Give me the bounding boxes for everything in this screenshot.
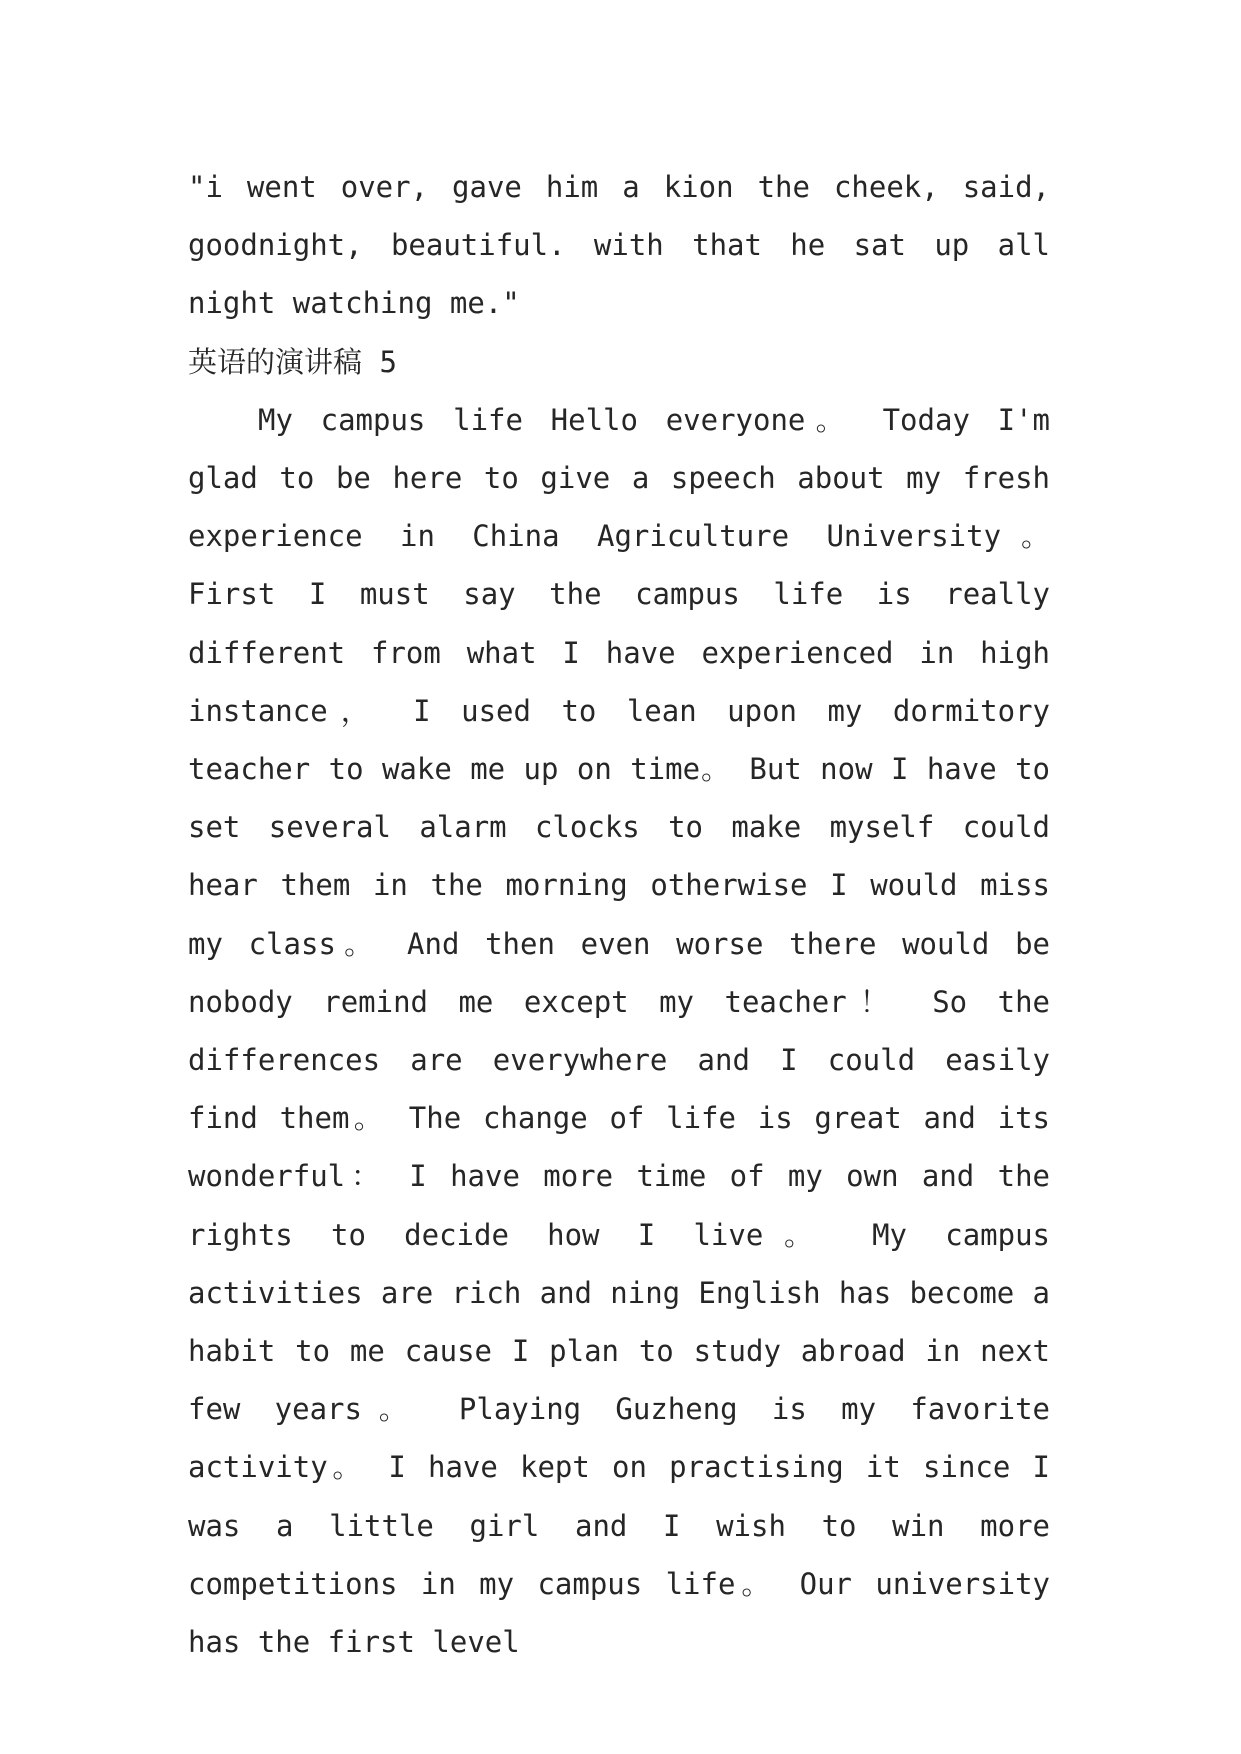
paragraph-quote: "i went over, gave him a kion the cheek, said, goodnight, beautiful. with that he sat up all night watching me." bbox=[188, 170, 1050, 321]
section-heading: 英语的演讲稿 5 bbox=[188, 344, 397, 379]
paragraph-speech: My campus life Hello everyone。 Today I'm glad to be here to give a speech about my fresh experience in China Agriculture University。 First I must say the campus life is really different from what I have experienced in high instance， I used to lean upon my dormitory teacher to wake me up on time。 But now I have to set several alarm clocks to make myself could hear them in the morning otherwise I would miss my class。 And then even worse there would be nobody remind me except my teacher！ So the differences are everywhere and I could easily find them。 The change of life is great and its wonderful： I have more time of my own and the rights to decide how I live。 My campus activities are rich and ning English has become a habit to me cause I plan to study abroad in next few years。 Playing Guzheng is my favorite activity。 I have kept on practising it since I was a little girl and I wish to win more competitions in my campus life。 Our university has the first level bbox=[188, 402, 1050, 1660]
document-body bbox=[188, 158, 1050, 1671]
